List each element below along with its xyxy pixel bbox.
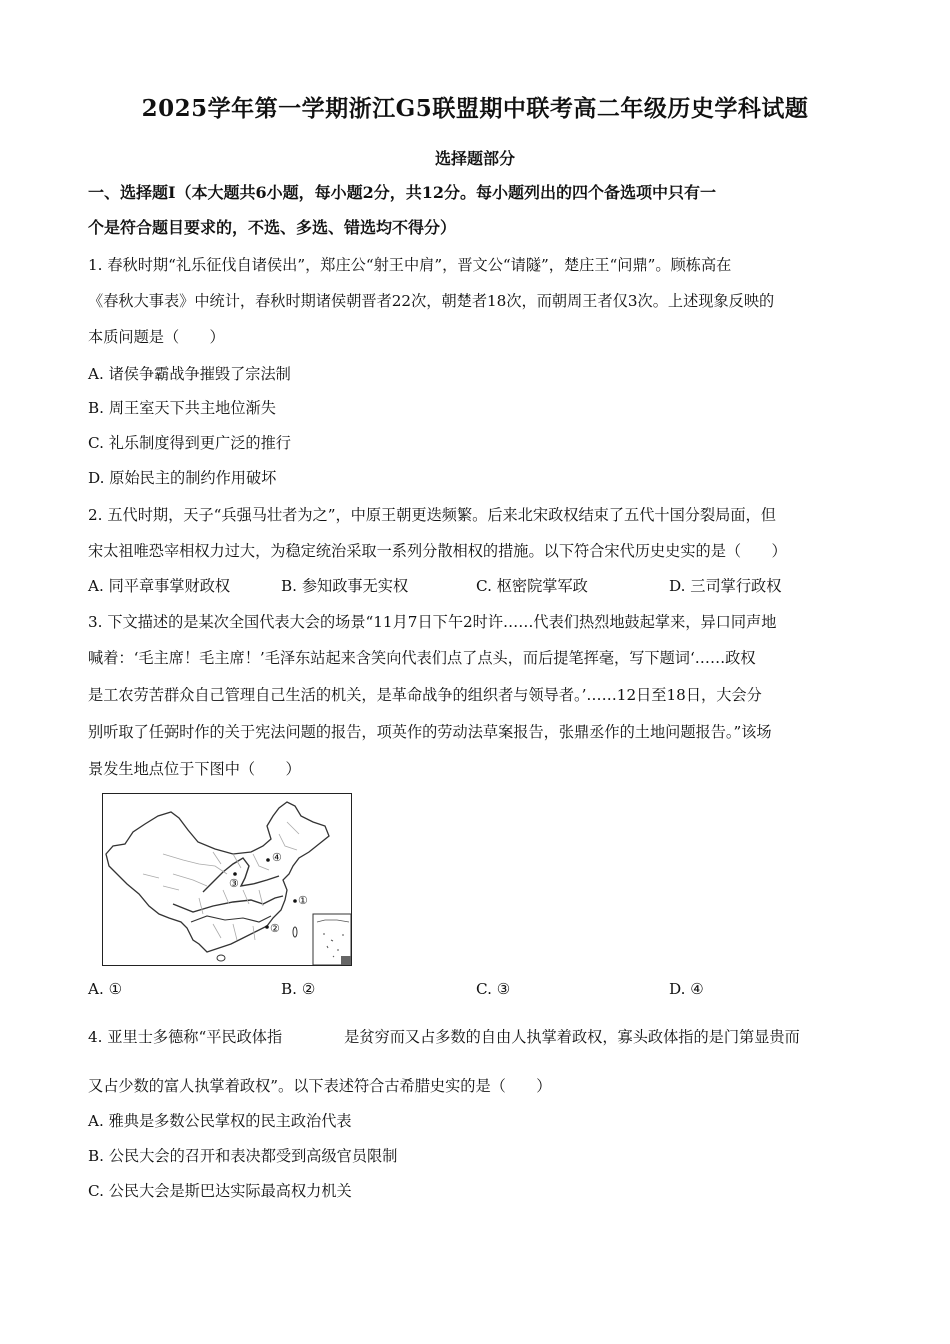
q3-stem-line-3: 是工农劳苦群众自己管理自己生活的机关，是革命战争的组织者与领导者。’……12日至18日，大会分 — [88, 686, 762, 704]
q2-option-b: B. 参知政事无实权 — [281, 577, 409, 595]
q4-stem-part-1: 4. 亚里士多德称“平民政体指 — [88, 1028, 283, 1046]
map-marker-4: ④ — [272, 851, 282, 864]
q3-stem-line-2: 喊着：‘毛主席！毛主席！’毛泽东站起来含笑向代表们点了点头，而后提笔挥毫，写下题词‘……政权 — [88, 649, 756, 667]
q1-option-b: B. 周王室天下共主地位渐失 — [88, 399, 276, 417]
q4-option-a: A. 雅典是多数公民掌权的民主政治代表 — [88, 1112, 352, 1130]
q2-stem-line-1: 2. 五代时期，天子“兵强马壮者为之”，中原王朝更迭频繁。后来北宋政权结束了五代十国分裂局面，但 — [88, 506, 776, 524]
q3-option-b: B. ② — [281, 980, 316, 998]
q4-stem-line-2: 又占少数的富人执掌着政权”。以下表述符合古希腊史实的是（ ） — [88, 1077, 552, 1095]
q4-option-b: B. 公民大会的召开和表决都受到高级官员限制 — [88, 1147, 398, 1165]
q3-stem-line-5: 景发生地点位于下图中（ ） — [88, 760, 301, 778]
china-map-outline — [103, 794, 351, 965]
china-map-figure — [102, 793, 352, 966]
map-marker-2: ② — [270, 922, 280, 935]
q4-stem-line-1 — [88, 1027, 800, 1047]
map-marker-1: ① — [298, 894, 308, 907]
instructions-line-1: 一、选择题Ⅰ（本大题共6小题，每小题2分，共12分。每小题列出的四个备选项中只有一 — [88, 183, 717, 202]
q1-stem-line-3: 本质问题是（ ） — [88, 328, 225, 346]
q1-stem-line-2: 《春秋大事表》中统计，春秋时期诸侯朝晋者22次，朝楚者18次，而朝周王者仅3次。上述现象反映的 — [88, 292, 775, 310]
q4-option-c: C. 公民大会是斯巴达实际最高权力机关 — [88, 1182, 352, 1200]
q3-stem-line-4: 别听取了任弼时作的关于宪法问题的报告，项英作的劳动法草案报告，张鼎丞作的土地问题报告。”该场 — [88, 723, 772, 741]
q2-option-c: C. 枢密院掌军政 — [476, 577, 588, 595]
q3-option-d: D. ④ — [669, 980, 704, 998]
q2-option-a: A. 同平章事掌财政权 — [88, 577, 231, 595]
q4-stem-part-2: 是贫穷而又占多数的自由人执掌着政权，寡头政体指的是门第显贵而 — [344, 1028, 800, 1046]
q2-stem-line-2: 宋太祖唯恐宰相权力过大，为稳定统治采取一系列分散相权的措施。以下符合宋代历史史实的是（ ） — [88, 542, 787, 560]
q1-stem-line-1: 1. 春秋时期“礼乐征伐自诸侯出”，郑庄公“射王中肩”，晋文公“请隧”，楚庄王“问鼎”。顾栋高在 — [88, 256, 732, 274]
section-heading: 选择题部分 — [434, 149, 515, 168]
q3-option-c: C. ③ — [476, 980, 511, 998]
exam-title: 2025学年第一学期浙江G5联盟期中联考高二年级历史学科试题 — [141, 95, 809, 122]
map-marker-3: ③ — [229, 877, 239, 890]
q1-option-c: C. 礼乐制度得到更广泛的推行 — [88, 434, 291, 452]
q1-option-d: D. 原始民主的制约作用破坏 — [88, 469, 277, 487]
q3-option-a: A. ① — [88, 980, 123, 998]
q3-stem-line-1: 3. 下文描述的是某次全国代表大会的场景“11月7日下午2时许……代表们热烈地鼓起掌来，异口同声地 — [88, 613, 777, 631]
q1-option-a: A. 诸侯争霸战争摧毁了宗法制 — [88, 365, 291, 383]
instructions-line-2: 个是符合题目要求的，不选、多选、错选均不得分） — [88, 218, 457, 237]
q2-option-d: D. 三司掌行政权 — [669, 577, 782, 595]
